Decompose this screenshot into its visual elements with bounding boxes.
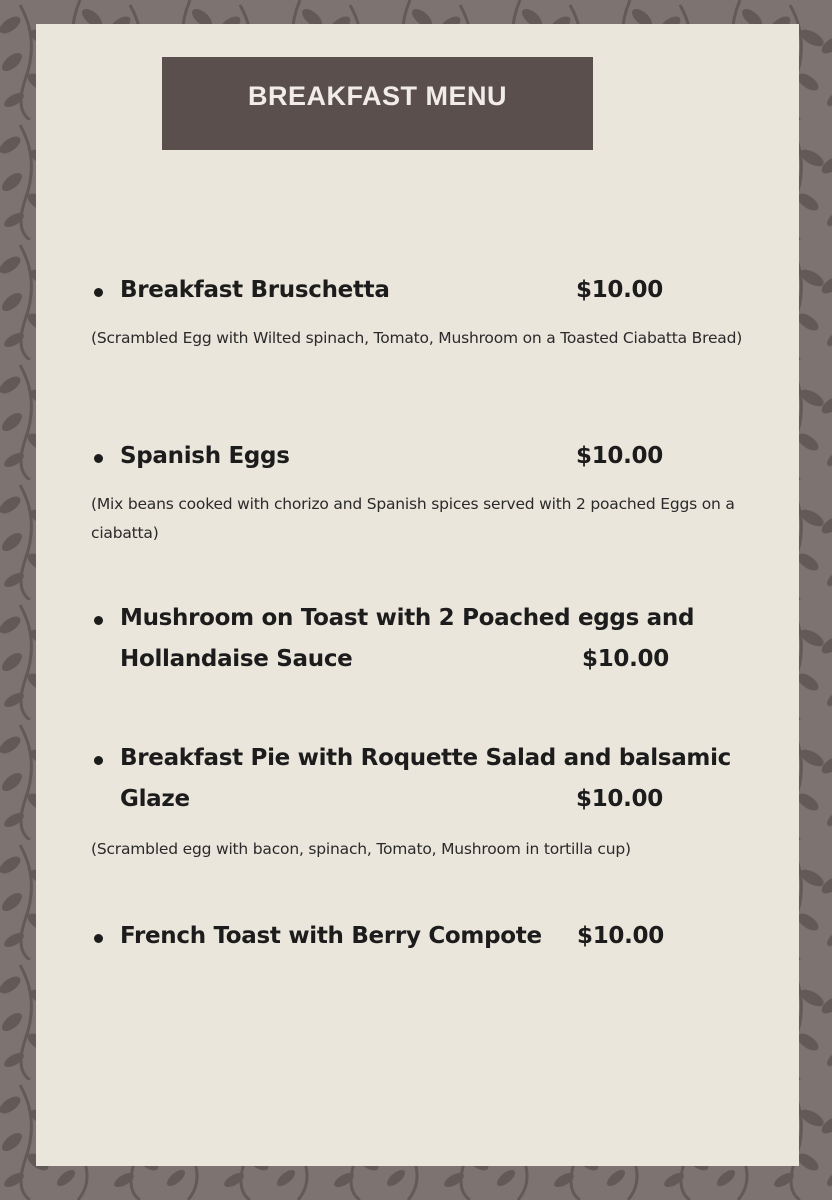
menu-item-name-line2: Glaze [120, 786, 190, 812]
bullet-icon [94, 756, 103, 765]
menu-item-price: $10.00 [576, 443, 663, 469]
menu-item-description: (Mix beans cooked with chorizo and Spanish spices served with 2 poached Eggs on a ciabatta) [91, 495, 735, 542]
bullet-icon [94, 616, 103, 625]
menu-title-banner [162, 57, 593, 150]
menu-item-name: Breakfast Bruschetta [120, 277, 390, 303]
menu-item-name: Spanish Eggs [120, 443, 290, 469]
menu-item-name: French Toast with Berry Compote [120, 923, 542, 949]
menu-item-name-line1: Breakfast Pie with Roquette Salad and balsamic [120, 745, 731, 771]
bullet-icon [94, 454, 103, 463]
menu-item-price: $10.00 [577, 923, 664, 949]
menu-item-name-line2: Hollandaise Sauce [120, 646, 353, 672]
menu-item-name-line1: Mushroom on Toast with 2 Poached eggs and [120, 605, 695, 631]
bullet-icon [94, 934, 103, 943]
menu-title: BREAKFAST MENU [247, 81, 507, 111]
menu-item-price: $10.00 [582, 646, 669, 672]
menu-item-description: (Scrambled egg with bacon, spinach, Tomato, Mushroom in tortilla cup) [91, 840, 631, 858]
menu-card [36, 24, 799, 1166]
menu-item-description: (Scrambled Egg with Wilted spinach, Tomato, Mushroom on a Toasted Ciabatta Bread) [91, 329, 743, 347]
menu-item-price: $10.00 [576, 277, 663, 303]
menu-item-price: $10.00 [576, 786, 663, 812]
bullet-icon [94, 288, 103, 297]
